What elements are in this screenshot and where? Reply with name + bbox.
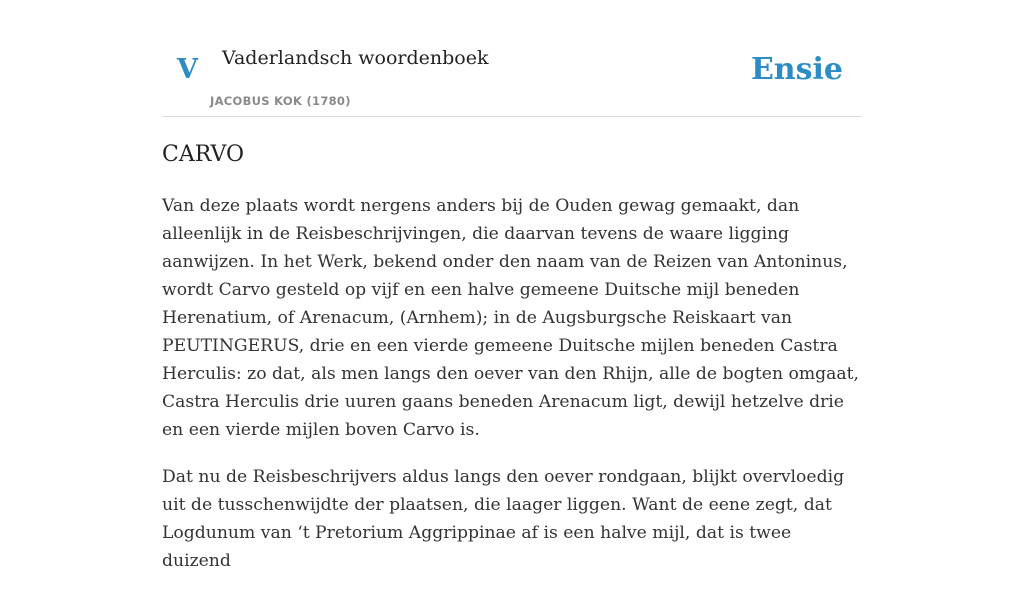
entry-paragraph: Dat nu de Reisbeschrijvers aldus langs den oever rondgaan, blijkt overvloedig uit de tusschenwijdte der plaatsen, die laager liggen. Want de eene zegt, dat Logdunum van ‘t Pretorium Aggrippinae af is een halve mijl, dat is twee duizend — [162, 467, 845, 571]
book-header — [162, 0, 862, 117]
book-letter: V — [177, 54, 198, 85]
book-author: JACOBUS KOK (1780) — [210, 94, 351, 108]
ensie-logo-link[interactable]: Ensie — [750, 52, 843, 87]
entry-paragraph: Van deze plaats wordt nergens anders bij de Ouden gewag gemaakt, dan alleenlijk in de Reisbeschrijvingen, die daarvan tevens de waare ligging aanwijzen. In het Werk, bekend onder den naam van de Reizen van Antoninus, wordt Carvo gesteld op vijf en een halve gemeene Duitsche mijl beneden Herenatium, of Arenacum, (Arnhem); in de Augsburgsche Reiskaart van PEUTINGERUS, drie en een vierde gemeene Duitsche mijlen beneden Castra Herculis: zo dat, als men langs den oever van den Rhijn, alle de bogten omgaat, Castra Herculis drie uuren gaans beneden Arenacum ligt, dewijl hetzelve drie en een vierde mijlen boven Carvo is. — [162, 196, 860, 440]
book-title-link[interactable]: Vaderlandsch woordenboek — [222, 47, 489, 69]
entry-body — [162, 192, 862, 594]
entry-headword: CARVO — [162, 142, 245, 167]
